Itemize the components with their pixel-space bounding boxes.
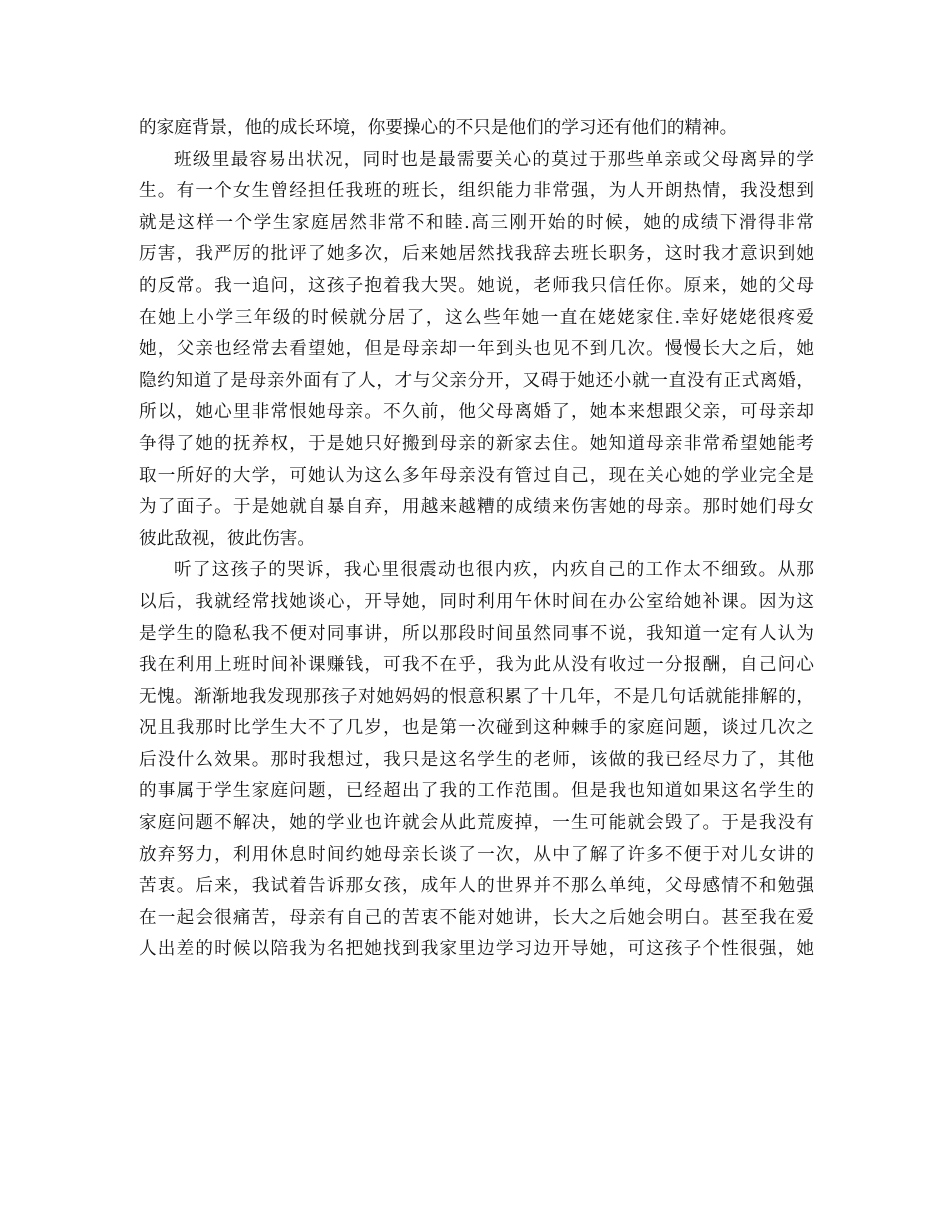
text-line: 的家庭背景，他的成长环境，你要操心的不只是他们的学习还有他们的精神。	[139, 118, 738, 138]
body-text	[139, 113, 814, 966]
text-line: 争得了她的抚养权，于是她只好搬到母亲的新家去住。她知道母亲非常希望她能考	[139, 433, 814, 454]
text-line: 听了这孩子的哭诉，我心里很震动也很内疚，内疚自己的工作太不细致。从那	[174, 560, 814, 581]
text-line: 无愧。渐渐地我发现那孩子对她妈妈的恨意积累了十几年，不是几句话就能排解的，	[139, 686, 814, 707]
text-line: 况且我那时比学生大不了几岁，也是第一次碰到这种棘手的家庭问题，谈过几次之	[139, 718, 814, 739]
text-line: 是学生的隐私我不便对同事讲，所以那段时间虽然同事不说，我知道一定有人认为	[139, 623, 814, 644]
text-line: 班级里最容易出状况，同时也是最需要关心的莫过于那些单亲或父母离异的学	[174, 149, 814, 170]
text-line: 在她上小学三年级的时候就分居了，这么些年她一直在姥姥家住.幸好姥姥很疼爱	[139, 307, 814, 328]
text-line: 彼此敌视，彼此伤害。	[139, 528, 315, 549]
text-line: 取一所好的大学，可她认为这么多年母亲没有管过自己，现在关心她的学业完全是	[139, 465, 814, 486]
text-line: 所以，她心里非常恨她母亲。不久前，他父母离婚了，她本来想跟父亲，可母亲却	[139, 402, 814, 423]
text-line: 在一起会很痛苦，母亲有自己的苦衷不能对她讲，长大之后她会明白。甚至我在爱	[139, 907, 814, 928]
text-line: 的反常。我一追问，这孩子抱着我大哭。她说，老师我只信任你。原来，她的父母	[139, 275, 814, 296]
text-line: 她，父亲也经常去看望她，但是母亲却一年到头也见不到几次。慢慢长大之后，她	[139, 339, 814, 360]
text-line: 苦衷。后来，我试着告诉那女孩，成年人的世界并不那么单纯，父母感情不和勉强	[139, 876, 814, 897]
text-line: 我在利用上班时间补课赚钱，可我不在乎，我为此从没有收过一分报酬，自己问心	[139, 655, 814, 676]
text-line: 隐约知道了是母亲外面有了人，才与父亲分开，又碍于她还小就一直没有正式离婚，	[139, 370, 814, 391]
text-line: 厉害，我严厉的批评了她多次，后来她居然找我辞去班长职务，这时我才意识到她	[139, 244, 814, 265]
text-line: 就是这样一个学生家庭居然非常不和睦.高三刚开始的时候，她的成绩下滑得非常	[139, 212, 814, 233]
text-line: 家庭问题不解决，她的学业也许就会从此荒废掉，一生可能就会毁了。于是我没有	[139, 813, 814, 834]
text-line: 的事属于学生家庭问题，已经超出了我的工作范围。但是我也知道如果这名学生的	[139, 781, 814, 802]
text-line: 人出差的时候以陪我为名把她找到我家里边学习边开导她，可这孩子个性很强，她	[139, 939, 814, 960]
text-line: 为了面子。于是她就自暴自弃，用越来越糟的成绩来伤害她的母亲。那时她们母女	[139, 497, 814, 518]
text-line: 后没什么效果。那时我想过，我只是这名学生的老师，该做的我已经尽力了，其他	[139, 749, 814, 770]
text-line: 放弃努力，利用休息时间约她母亲长谈了一次，从中了解了许多不便于对儿女讲的	[139, 844, 814, 865]
text-line: 以后，我就经常找她谈心，开导她，同时利用午休时间在办公室给她补课。因为这	[139, 591, 814, 612]
text-line: 生。有一个女生曾经担任我班的班长，组织能力非常强，为人开朗热情，我没想到	[139, 181, 814, 202]
